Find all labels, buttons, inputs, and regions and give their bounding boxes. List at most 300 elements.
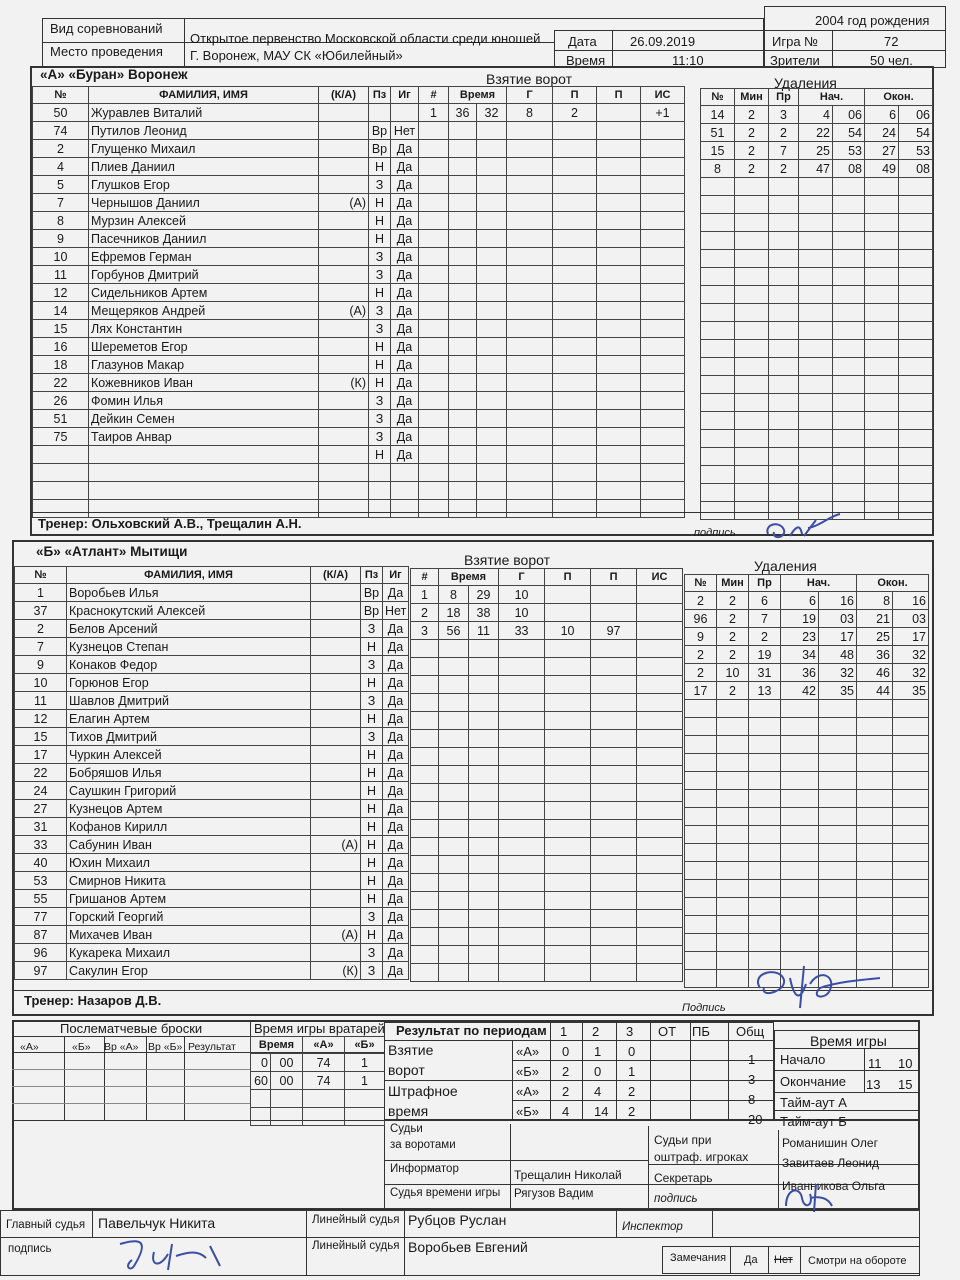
player-number: 55 <box>15 890 67 908</box>
goal-row <box>419 176 685 194</box>
goal-situation <box>641 212 685 230</box>
goal-scorer <box>499 910 545 928</box>
linesman-2-value: Воробьев Евгений <box>408 1239 528 1255</box>
pen-number <box>685 700 717 718</box>
pen-start-minute <box>799 304 833 322</box>
goal-assist-2: 97 <box>591 622 637 640</box>
pen-minutes <box>735 448 769 466</box>
goal-col-assist-1: П <box>553 87 597 104</box>
goal-judges-label-2: за воротами <box>390 1139 456 1151</box>
player-position: З <box>361 620 383 638</box>
pen-start-second <box>833 304 865 322</box>
goal-assist-1 <box>553 410 597 428</box>
player-played: Да <box>391 284 419 302</box>
pen-minutes <box>735 466 769 484</box>
goal-assist-1 <box>553 266 597 284</box>
pen-start-second <box>819 754 857 772</box>
pen-reason <box>769 340 799 358</box>
goal-row <box>419 284 685 302</box>
goal-minute <box>449 428 477 446</box>
goal-second <box>477 410 507 428</box>
pen-end-second <box>899 232 933 250</box>
goal-second <box>477 122 507 140</box>
goal-situation <box>637 856 683 874</box>
goal-assist-2 <box>597 284 641 302</box>
pen-end-second: 06 <box>899 106 933 124</box>
goal-assist-1: 2 <box>553 104 597 122</box>
player-number: 27 <box>15 800 67 818</box>
pen-start-minute <box>799 430 833 448</box>
penalty-row <box>701 160 933 178</box>
goal-second <box>477 428 507 446</box>
player-name: Горский Георгий <box>67 908 311 926</box>
roster-row <box>33 464 419 482</box>
goal-minute <box>449 176 477 194</box>
player-number: 77 <box>15 908 67 926</box>
player-position: Вр <box>369 140 391 158</box>
roster-row <box>33 446 419 464</box>
player-number: 12 <box>33 284 89 302</box>
goal-number <box>411 640 439 658</box>
pen-minutes <box>717 934 749 952</box>
player-position: З <box>369 266 391 284</box>
gk-second <box>271 1108 303 1126</box>
venue-label: Место проведения <box>50 44 163 59</box>
pen-start-second <box>833 214 865 232</box>
pen-end-minute <box>865 304 899 322</box>
goal-situation <box>641 338 685 356</box>
goal-number <box>411 910 439 928</box>
goal-situation <box>637 766 683 784</box>
goal-situation <box>637 586 683 604</box>
player-role <box>319 482 369 500</box>
player-role <box>311 638 361 656</box>
pen-end-minute <box>865 466 899 484</box>
goal-number <box>419 356 449 374</box>
pen-minutes <box>717 862 749 880</box>
col-no: № <box>33 87 89 104</box>
goal-situation <box>641 302 685 320</box>
goal-assist-1 <box>545 910 591 928</box>
pen-start-minute <box>781 700 819 718</box>
goal-second <box>469 892 499 910</box>
pen-reason <box>769 412 799 430</box>
pen-start-minute: 19 <box>781 610 819 628</box>
pen-end-second <box>893 934 929 952</box>
goal-second <box>477 140 507 158</box>
pen-minutes <box>735 268 769 286</box>
roster-row <box>15 908 409 926</box>
pen-end-second <box>893 880 929 898</box>
player-name: Глущенко Михаил <box>89 140 319 158</box>
player-role: (К) <box>319 374 369 392</box>
pen-reason: 2 <box>769 160 799 178</box>
goal-second <box>477 482 507 500</box>
goal-number <box>419 410 449 428</box>
timekeeper-label: Судья времени игры <box>390 1187 501 1199</box>
goal-situation <box>641 446 685 464</box>
gk-time-table <box>250 1036 385 1126</box>
player-role: (А) <box>311 836 361 854</box>
goal-assist-1 <box>545 820 591 838</box>
player-number: 15 <box>15 728 67 746</box>
timeout-a-label: Тайм-аут А <box>780 1095 847 1110</box>
period-value: 2 <box>628 1084 636 1099</box>
goal-minute <box>449 392 477 410</box>
period-col: Общ <box>736 1024 765 1039</box>
goal-second <box>477 284 507 302</box>
goal-number <box>411 658 439 676</box>
pen-start-minute: 34 <box>781 646 819 664</box>
goal-minute <box>449 410 477 428</box>
pen-end-minute <box>865 394 899 412</box>
goal-scorer <box>507 464 553 482</box>
player-name: Журавлев Виталий <box>89 104 319 122</box>
spectators-value: 50 чел. <box>870 53 913 68</box>
pen-col-end: Окон. <box>865 89 933 106</box>
penalty-row <box>701 394 933 412</box>
player-number: 9 <box>33 230 89 248</box>
goal-situation <box>641 230 685 248</box>
goal-situation <box>641 140 685 158</box>
goal-number <box>419 482 449 500</box>
player-position: Вр <box>361 584 383 602</box>
col-pos: Пз <box>369 87 391 104</box>
player-name: Сидельников Артем <box>89 284 319 302</box>
player-role <box>311 674 361 692</box>
pen-minutes <box>735 376 769 394</box>
goal-assist-2 <box>597 320 641 338</box>
col-name: ФАМИЛИЯ, ИМЯ <box>67 567 311 584</box>
goal-row <box>419 302 685 320</box>
player-name: Тихов Дмитрий <box>67 728 311 746</box>
roster-row <box>33 410 419 428</box>
goal-situation <box>637 892 683 910</box>
shootout-grid <box>12 1052 250 1120</box>
pen-number <box>685 952 717 970</box>
pen-end-second <box>899 214 933 232</box>
pen-end-minute <box>857 880 893 898</box>
goal-second <box>469 658 499 676</box>
goal-scorer <box>507 428 553 446</box>
goal-assist-1 <box>553 176 597 194</box>
player-number: 11 <box>15 692 67 710</box>
goal-row <box>419 122 685 140</box>
goal-assist-1 <box>545 892 591 910</box>
pen-end-minute <box>857 934 893 952</box>
game-label: Игра № <box>772 34 819 49</box>
goal-row <box>419 212 685 230</box>
goal-row <box>411 856 683 874</box>
pen-end-second: 17 <box>893 628 929 646</box>
goal-row <box>419 338 685 356</box>
goal-number <box>419 374 449 392</box>
goal-assist-2 <box>597 338 641 356</box>
goal-second <box>469 856 499 874</box>
pen-minutes: 2 <box>717 628 749 646</box>
player-role <box>319 122 369 140</box>
player-position: Н <box>369 230 391 248</box>
goal-assist-1 <box>545 784 591 802</box>
pen-start-minute <box>799 322 833 340</box>
player-name: Михачев Иван <box>67 926 311 944</box>
player-number: 5 <box>33 176 89 194</box>
goal-minute <box>439 712 469 730</box>
pen-end-minute <box>865 430 899 448</box>
pen-reason <box>769 178 799 196</box>
pen-start-minute <box>781 862 819 880</box>
pen-end-minute <box>857 736 893 754</box>
goal-second: 32 <box>477 104 507 122</box>
penalty-row <box>701 196 933 214</box>
goal-scorer <box>507 176 553 194</box>
goal-row <box>411 730 683 748</box>
goal-assist-1 <box>545 712 591 730</box>
player-position: З <box>369 176 391 194</box>
pen-col-end: Окон. <box>857 575 929 592</box>
player-role <box>319 230 369 248</box>
goal-row <box>419 158 685 176</box>
pen-end-minute: 46 <box>857 664 893 682</box>
pen-start-minute <box>799 286 833 304</box>
pen-minutes <box>735 430 769 448</box>
period-value: 2 <box>562 1084 570 1099</box>
goal-scorer <box>499 658 545 676</box>
time-value: 11:10 <box>672 53 704 68</box>
goal-minute <box>449 284 477 302</box>
pen-start-minute <box>799 340 833 358</box>
goal-number <box>419 248 449 266</box>
player-number <box>33 464 89 482</box>
player-position: Н <box>361 890 383 908</box>
player-played: Да <box>383 890 409 908</box>
goal-situation <box>641 410 685 428</box>
goal-situation: +1 <box>641 104 685 122</box>
goals-b-tag: «Б» <box>516 1064 539 1079</box>
goal-minute <box>439 784 469 802</box>
goal-second <box>477 194 507 212</box>
pen-start-minute: 22 <box>799 124 833 142</box>
goal-number <box>411 694 439 712</box>
pen-minutes <box>735 304 769 322</box>
goal-assist-2 <box>597 482 641 500</box>
pen-minutes <box>735 484 769 502</box>
pen-start-minute <box>799 250 833 268</box>
player-role: (А) <box>319 194 369 212</box>
roster-row <box>15 728 409 746</box>
period-value: 4 <box>594 1084 602 1099</box>
goal-scorer <box>499 892 545 910</box>
goal-assist-2 <box>597 464 641 482</box>
goal-minute <box>439 694 469 712</box>
pen-number <box>685 736 717 754</box>
pen-end-minute <box>857 826 893 844</box>
roster-row <box>15 638 409 656</box>
pen-start-second: 54 <box>833 124 865 142</box>
penalty-row <box>701 124 933 142</box>
player-number: 10 <box>33 248 89 266</box>
roster-row <box>33 122 419 140</box>
goal-scorer <box>507 320 553 338</box>
pen-minutes <box>717 772 749 790</box>
shootout-title: Послематчевые броски <box>60 1021 203 1036</box>
date-label: Дата <box>568 34 597 49</box>
venue-value: Г. Воронеж, МАУ СК «Юбилейный» <box>190 48 403 63</box>
pen-minutes <box>717 790 749 808</box>
pen-end-second <box>899 376 933 394</box>
gk-row <box>251 1072 385 1090</box>
player-position: Н <box>369 158 391 176</box>
player-name <box>89 446 319 464</box>
pen-end-minute <box>865 412 899 430</box>
col-no: № <box>15 567 67 584</box>
penalty-row <box>701 448 933 466</box>
goal-second <box>469 712 499 730</box>
remarks-no: Нет <box>774 1254 793 1266</box>
goal-situation <box>641 392 685 410</box>
pen-minutes: 2 <box>717 592 749 610</box>
pen-number <box>701 250 735 268</box>
pen-end-minute: 21 <box>857 610 893 628</box>
pen-start-minute <box>781 880 819 898</box>
pen-reason <box>769 466 799 484</box>
player-position: Н <box>361 926 383 944</box>
goal-situation <box>641 500 685 518</box>
player-number: 31 <box>15 818 67 836</box>
goal-number <box>411 766 439 784</box>
penalty-row <box>685 682 929 700</box>
roster-row <box>33 104 419 122</box>
player-number: 8 <box>33 212 89 230</box>
pen-reason <box>769 214 799 232</box>
pen-end-second <box>899 250 933 268</box>
pen-end-minute <box>857 916 893 934</box>
pen-end-minute <box>857 844 893 862</box>
pen-minutes: 10 <box>717 664 749 682</box>
pen-start-minute <box>799 376 833 394</box>
pen-end-minute <box>865 250 899 268</box>
roster-row <box>15 872 409 890</box>
goal-minute <box>439 766 469 784</box>
pen-number <box>701 484 735 502</box>
player-played: Да <box>383 764 409 782</box>
periods-title: Результат по периодам <box>396 1023 547 1038</box>
penalty-row <box>685 790 929 808</box>
pen-start-second <box>819 790 857 808</box>
goal-situation <box>637 712 683 730</box>
pen-minutes <box>717 718 749 736</box>
pim-a-tag: «А» <box>516 1084 540 1099</box>
goal-number <box>419 500 449 518</box>
goal-row <box>411 784 683 802</box>
player-played: Да <box>383 584 409 602</box>
roster-row <box>33 230 419 248</box>
penalty-row <box>701 484 933 502</box>
player-name <box>89 464 319 482</box>
player-number: 75 <box>33 428 89 446</box>
goal-assist-1 <box>545 730 591 748</box>
player-number: 22 <box>15 764 67 782</box>
player-name: Кофанов Кирилл <box>67 818 311 836</box>
goal-number <box>419 446 449 464</box>
team-b-title: «Б» «Атлант» Мытищи <box>36 544 188 559</box>
goal-assist-1 <box>553 140 597 158</box>
player-role <box>311 764 361 782</box>
pen-number <box>685 970 717 988</box>
col-play: Иг <box>391 87 419 104</box>
player-name: Чернышов Даниил <box>89 194 319 212</box>
penalty-row <box>701 304 933 322</box>
pen-end-second <box>893 952 929 970</box>
goal-number <box>419 266 449 284</box>
pen-number <box>701 394 735 412</box>
player-role <box>311 584 361 602</box>
informer-label: Информатор <box>390 1163 459 1175</box>
goal-situation <box>637 946 683 964</box>
roster-row <box>33 302 419 320</box>
goal-assist-2 <box>591 694 637 712</box>
pen-end-minute <box>865 448 899 466</box>
goal-situation <box>637 622 683 640</box>
goal-col-number: # <box>411 569 439 586</box>
roster-row <box>15 710 409 728</box>
goal-scorer <box>507 212 553 230</box>
goal-number <box>411 712 439 730</box>
player-name: Краснокутский Алексей <box>67 602 311 620</box>
pen-minutes <box>735 322 769 340</box>
pim-label-2: время <box>388 1103 429 1119</box>
gk-col-a: «А» <box>303 1037 345 1054</box>
pen-start-minute <box>781 790 819 808</box>
goal-number <box>419 122 449 140</box>
player-position: Н <box>361 764 383 782</box>
goal-scorer <box>499 928 545 946</box>
goal-number <box>411 874 439 892</box>
goal-minute <box>439 748 469 766</box>
pen-minutes <box>717 808 749 826</box>
end-minute: 15 <box>898 1077 913 1092</box>
goal-assist-2 <box>597 392 641 410</box>
pen-start-second <box>819 700 857 718</box>
goal-scorer: 33 <box>499 622 545 640</box>
goals-a-tag: «А» <box>516 1044 540 1059</box>
player-number: 1 <box>15 584 67 602</box>
pen-col-reason: Пр <box>769 89 799 106</box>
pen-number: 17 <box>685 682 717 700</box>
player-position <box>369 482 391 500</box>
goal-situation <box>637 838 683 856</box>
goal-situation <box>641 482 685 500</box>
pen-reason <box>769 448 799 466</box>
goal-situation <box>637 802 683 820</box>
pen-number <box>701 340 735 358</box>
pen-minutes <box>735 250 769 268</box>
pen-reason: 19 <box>749 646 781 664</box>
pen-start-second: 03 <box>819 610 857 628</box>
pen-start-second <box>833 340 865 358</box>
goal-scorer <box>507 446 553 464</box>
goal-row <box>411 820 683 838</box>
goal-row <box>411 874 683 892</box>
goal-minute <box>439 892 469 910</box>
goal-assist-2 <box>597 212 641 230</box>
goal-row <box>411 694 683 712</box>
pen-reason: 7 <box>769 142 799 160</box>
pen-start-second <box>833 250 865 268</box>
roster-row <box>15 764 409 782</box>
goal-assist-2 <box>591 766 637 784</box>
penalty-row <box>685 808 929 826</box>
